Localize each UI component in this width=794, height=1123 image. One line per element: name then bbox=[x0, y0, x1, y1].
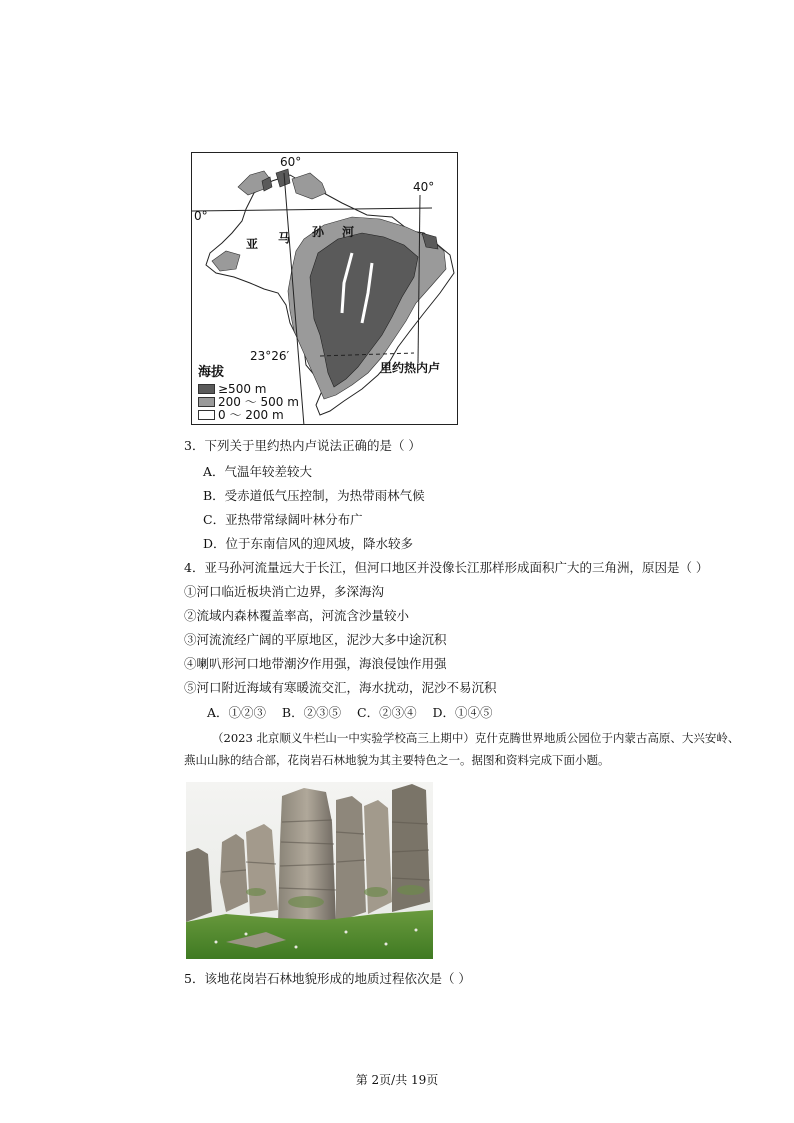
legend-title: 海拔 bbox=[198, 365, 225, 380]
q4-statement-2: ②流域内森林覆盖率高，河流含沙量较小 bbox=[184, 608, 410, 623]
photo-drawing bbox=[186, 782, 433, 959]
source-intro-line-2: 燕山山脉的结合部，花岗岩石林地貌为其主要特色之一。据图和资料完成下面小题。 bbox=[184, 753, 610, 767]
lon-40-label: 40° bbox=[413, 180, 435, 194]
legend-label-high: ≥500 m bbox=[218, 381, 267, 396]
q3-option-b: B．受赤道低气压控制，为热带雨林气候 bbox=[203, 488, 425, 503]
tropic-label: 23°26′ bbox=[250, 349, 290, 363]
river-char-2: 马 bbox=[278, 231, 291, 245]
q5-stem: 5．该地花岗岩石林地貌形成的地质过程依次是（ ） bbox=[184, 971, 471, 986]
legend-swatch-low bbox=[198, 410, 215, 420]
q4-statement-1: ①河口临近板块消亡边界，多深海沟 bbox=[184, 584, 385, 599]
q4-stem: 4．亚马孙河流量远大于长江，但河口地区并没像长江那样形成面积广大的三角洲，原因是（ ） bbox=[184, 560, 709, 575]
lat-0-label: 0° bbox=[194, 209, 208, 223]
q3-stem: 3．下列关于里约热内卢说法正确的是（ ） bbox=[184, 438, 421, 453]
map-legend bbox=[198, 361, 299, 421]
q3-option-c: C．亚热带常绿阔叶林分布广 bbox=[203, 512, 363, 527]
q4-statement-3: ③河流流经广阔的平原地区，泥沙大多中途沉积 bbox=[184, 632, 447, 647]
q3-option-d: D．位于东南信风的迎风坡，降水较多 bbox=[203, 536, 414, 551]
river-char-3: 孙 bbox=[312, 225, 325, 239]
river-char-4: 河 bbox=[342, 225, 355, 239]
legend-swatch-high bbox=[198, 384, 215, 394]
q4-statement-4: ④喇叭形河口地带潮汐作用强，海浪侵蚀作用强 bbox=[184, 656, 447, 671]
lon-60-label: 60° bbox=[280, 155, 302, 169]
q4-statement-5: ⑤河口附近海域有寒暖流交汇，海水扰动，泥沙不易沉积 bbox=[184, 680, 497, 695]
q3-option-a: A．气温年较差较大 bbox=[203, 464, 313, 479]
source-intro-line-1: （2023 北京顺义牛栏山一中实验学校高三上期中）克什克腾世界地质公园位于内蒙古高原、大兴安岭、 bbox=[212, 731, 740, 745]
page-footer: 第 2页/共 19页 bbox=[355, 1073, 439, 1087]
rio-label: 里约热内卢 bbox=[380, 361, 441, 375]
q4-choices: A．①②③ B．②③⑤ C．②③④ D．①④⑤ bbox=[207, 705, 493, 720]
river-char-1: 亚 bbox=[246, 237, 259, 251]
legend-swatch-mid bbox=[198, 397, 215, 407]
legend-label-mid: 200 ～ 500 m bbox=[218, 395, 299, 409]
legend-label-low: 0 ～ 200 m bbox=[218, 408, 284, 422]
brazil-elevation-map bbox=[191, 152, 458, 425]
granite-stone-forest-photo bbox=[186, 782, 433, 959]
